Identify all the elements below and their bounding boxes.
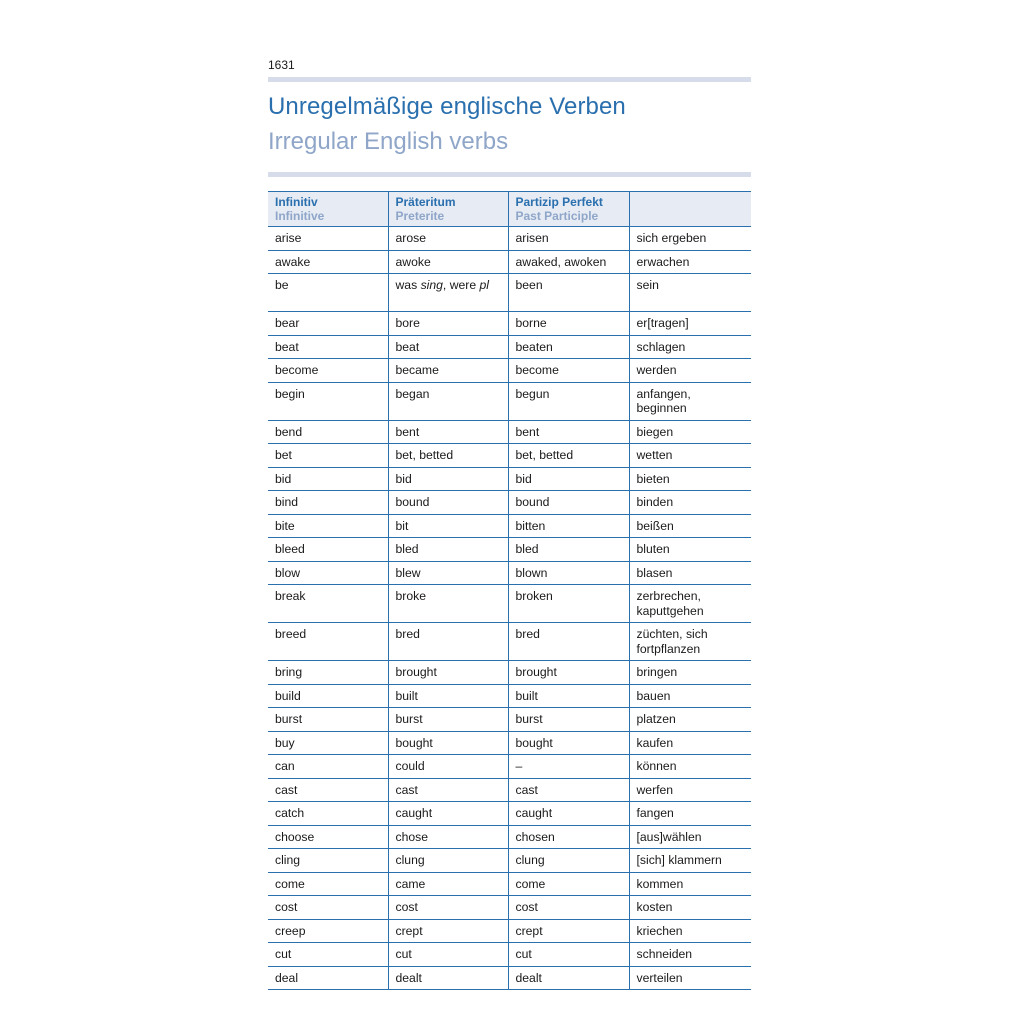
translation-cell: platzen <box>629 708 751 732</box>
header-en: Infinitive <box>275 209 325 223</box>
translation-cell: [sich] klammern <box>629 849 751 873</box>
infinitive-cell: begin <box>268 382 388 420</box>
infinitive-cell: become <box>268 359 388 383</box>
infinitive-cell: cling <box>268 849 388 873</box>
table-row <box>268 684 751 708</box>
preterite-cell: bit <box>388 514 508 538</box>
table-row <box>268 966 751 990</box>
table-row <box>268 825 751 849</box>
infinitive-cell: burst <box>268 708 388 732</box>
preterite-cell: bore <box>388 312 508 336</box>
table-row <box>268 359 751 383</box>
page-number: 1631 <box>268 58 295 72</box>
table-row <box>268 849 751 873</box>
past-participle-cell: bet, betted <box>508 444 629 468</box>
table-row <box>268 708 751 732</box>
infinitive-cell: bid <box>268 467 388 491</box>
preterite-cell: brought <box>388 661 508 685</box>
past-participle-cell: been <box>508 274 629 312</box>
past-participle-cell: bought <box>508 731 629 755</box>
table-row <box>268 755 751 779</box>
header-de: Infinitiv <box>275 195 318 209</box>
past-participle-cell: blown <box>508 561 629 585</box>
preterite-cell: bled <box>388 538 508 562</box>
table-row <box>268 896 751 920</box>
translation-cell: verteilen <box>629 966 751 990</box>
infinitive-cell: can <box>268 755 388 779</box>
preterite-cell: bent <box>388 420 508 444</box>
header-past-participle <box>508 192 629 227</box>
table-row <box>268 274 751 312</box>
header-en: Preterite <box>395 209 445 223</box>
table-header-row <box>268 192 751 227</box>
preterite-cell: came <box>388 872 508 896</box>
infinitive-cell: bend <box>268 420 388 444</box>
infinitive-cell: creep <box>268 919 388 943</box>
infinitive-cell: cost <box>268 896 388 920</box>
infinitive-cell: buy <box>268 731 388 755</box>
infinitive-cell: arise <box>268 227 388 251</box>
verb-form-text: , were <box>442 278 480 292</box>
table-row <box>268 382 751 420</box>
preterite-cell: bid <box>388 467 508 491</box>
preterite-cell: blew <box>388 561 508 585</box>
table-row <box>268 778 751 802</box>
table-row <box>268 467 751 491</box>
number-abbreviation: sing <box>420 278 443 292</box>
table-row <box>268 250 751 274</box>
preterite-cell: cut <box>388 943 508 967</box>
translation-cell: wetten <box>629 444 751 468</box>
preterite-cell: bound <box>388 491 508 515</box>
infinitive-cell: build <box>268 684 388 708</box>
past-participle-cell: awaked, awoken <box>508 250 629 274</box>
infinitive-cell: awake <box>268 250 388 274</box>
translation-cell: blasen <box>629 561 751 585</box>
translation-cell: beißen <box>629 514 751 538</box>
translation-cell: kosten <box>629 896 751 920</box>
title-german: Unregelmäßige englische Verben <box>268 93 626 120</box>
header-infinitive <box>268 192 388 227</box>
past-participle-cell: bled <box>508 538 629 562</box>
infinitive-cell: come <box>268 872 388 896</box>
preterite-cell: cast <box>388 778 508 802</box>
number-abbreviation: pl <box>479 278 489 292</box>
title-english: Irregular English verbs <box>268 128 509 155</box>
header-translation <box>629 192 751 227</box>
header-de: Partizip Perfekt <box>515 195 603 209</box>
table-row <box>268 491 751 515</box>
title-rule <box>268 172 751 177</box>
past-participle-cell: chosen <box>508 825 629 849</box>
preterite-cell: dealt <box>388 966 508 990</box>
table-row <box>268 585 751 623</box>
preterite-cell: could <box>388 755 508 779</box>
past-participle-cell: cost <box>508 896 629 920</box>
past-participle-cell: begun <box>508 382 629 420</box>
preterite-cell <box>388 274 508 312</box>
preterite-cell: beat <box>388 335 508 359</box>
past-participle-cell: cut <box>508 943 629 967</box>
preterite-cell: became <box>388 359 508 383</box>
past-participle-cell: dealt <box>508 966 629 990</box>
translation-cell: bringen <box>629 661 751 685</box>
table-row <box>268 661 751 685</box>
past-participle-cell: – <box>508 755 629 779</box>
infinitive-cell: be <box>268 274 388 312</box>
past-participle-cell: become <box>508 359 629 383</box>
infinitive-cell: bear <box>268 312 388 336</box>
translation-cell: schlagen <box>629 335 751 359</box>
infinitive-cell: breed <box>268 623 388 661</box>
translation-cell: kaufen <box>629 731 751 755</box>
preterite-cell: awoke <box>388 250 508 274</box>
table-row <box>268 514 751 538</box>
preterite-cell: bet, betted <box>388 444 508 468</box>
infinitive-cell: deal <box>268 966 388 990</box>
table-row <box>268 872 751 896</box>
header-en: Past Participle <box>515 209 599 223</box>
past-participle-cell: caught <box>508 802 629 826</box>
translation-cell: kommen <box>629 872 751 896</box>
translation-cell: binden <box>629 491 751 515</box>
translation-cell: bieten <box>629 467 751 491</box>
translation-cell: fangen <box>629 802 751 826</box>
infinitive-cell: bet <box>268 444 388 468</box>
infinitive-cell: bite <box>268 514 388 538</box>
preterite-cell: crept <box>388 919 508 943</box>
past-participle-cell: bound <box>508 491 629 515</box>
table-row <box>268 731 751 755</box>
translation-cell: kriechen <box>629 919 751 943</box>
header-preterite <box>388 192 508 227</box>
infinitive-cell: bind <box>268 491 388 515</box>
header-de: Präteritum <box>395 195 456 209</box>
past-participle-cell: brought <box>508 661 629 685</box>
preterite-cell: broke <box>388 585 508 623</box>
past-participle-cell: broken <box>508 585 629 623</box>
table-row <box>268 444 751 468</box>
translation-cell: biegen <box>629 420 751 444</box>
table-row <box>268 335 751 359</box>
preterite-cell: built <box>388 684 508 708</box>
translation-cell: schneiden <box>629 943 751 967</box>
translation-cell: anfangen, beginnen <box>629 382 751 420</box>
past-participle-cell: built <box>508 684 629 708</box>
table-row <box>268 919 751 943</box>
preterite-cell: bred <box>388 623 508 661</box>
translation-cell: bauen <box>629 684 751 708</box>
table-row <box>268 227 751 251</box>
preterite-cell: arose <box>388 227 508 251</box>
irregular-verbs-table <box>268 191 751 990</box>
table-row <box>268 561 751 585</box>
past-participle-cell: cast <box>508 778 629 802</box>
infinitive-cell: bleed <box>268 538 388 562</box>
translation-cell: züchten, sich fortpflanzen <box>629 623 751 661</box>
preterite-cell: began <box>388 382 508 420</box>
table-row <box>268 802 751 826</box>
past-participle-cell: borne <box>508 312 629 336</box>
infinitive-cell: blow <box>268 561 388 585</box>
translation-cell: werden <box>629 359 751 383</box>
translation-cell: werfen <box>629 778 751 802</box>
translation-cell: können <box>629 755 751 779</box>
past-participle-cell: clung <box>508 849 629 873</box>
table-row <box>268 538 751 562</box>
translation-cell: erwachen <box>629 250 751 274</box>
infinitive-cell: catch <box>268 802 388 826</box>
translation-cell: sein <box>629 274 751 312</box>
preterite-cell: clung <box>388 849 508 873</box>
translation-cell: zerbrechen, kaputtgehen <box>629 585 751 623</box>
preterite-cell: cost <box>388 896 508 920</box>
table-row <box>268 420 751 444</box>
translation-cell: bluten <box>629 538 751 562</box>
translation-cell: sich ergeben <box>629 227 751 251</box>
infinitive-cell: cast <box>268 778 388 802</box>
past-participle-cell: arisen <box>508 227 629 251</box>
past-participle-cell: crept <box>508 919 629 943</box>
past-participle-cell: bid <box>508 467 629 491</box>
translation-cell: [aus]wählen <box>629 825 751 849</box>
infinitive-cell: cut <box>268 943 388 967</box>
infinitive-cell: bring <box>268 661 388 685</box>
verb-form-text: was <box>395 278 421 292</box>
table-row <box>268 312 751 336</box>
past-participle-cell: bitten <box>508 514 629 538</box>
dictionary-page <box>268 56 751 990</box>
infinitive-cell: break <box>268 585 388 623</box>
past-participle-cell: burst <box>508 708 629 732</box>
past-participle-cell: beaten <box>508 335 629 359</box>
preterite-cell: bought <box>388 731 508 755</box>
table-row <box>268 623 751 661</box>
infinitive-cell: choose <box>268 825 388 849</box>
infinitive-cell: beat <box>268 335 388 359</box>
translation-cell: er[tragen] <box>629 312 751 336</box>
preterite-cell: chose <box>388 825 508 849</box>
past-participle-cell: bent <box>508 420 629 444</box>
table-body <box>268 227 751 990</box>
preterite-cell: caught <box>388 802 508 826</box>
past-participle-cell: come <box>508 872 629 896</box>
past-participle-cell: bred <box>508 623 629 661</box>
table-row <box>268 943 751 967</box>
top-rule <box>268 77 751 82</box>
preterite-cell: burst <box>388 708 508 732</box>
